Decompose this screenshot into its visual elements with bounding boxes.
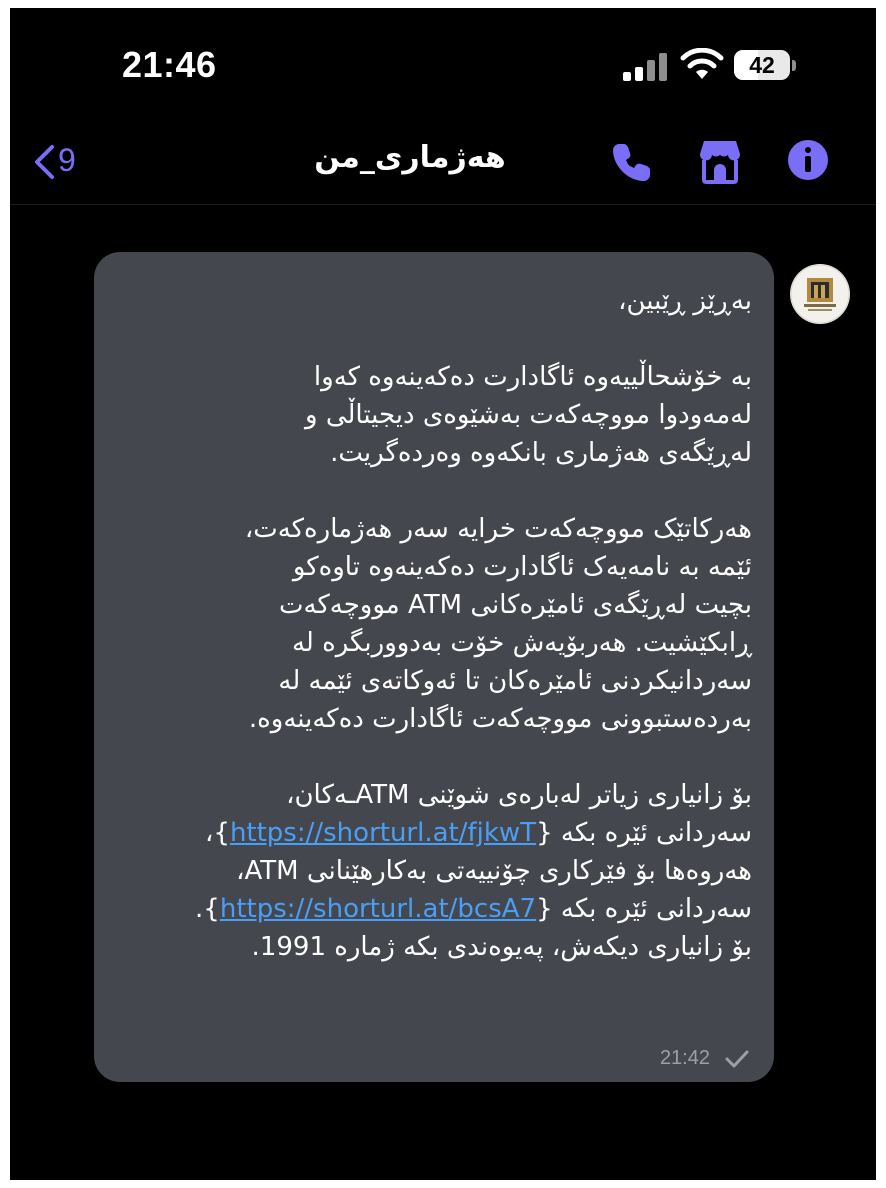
message-greeting: بەڕێز ڕێبین، bbox=[618, 286, 752, 316]
message-paragraph-1: بە خۆشحاڵییەوە ئاگادارت دەکەینەوە کەوا لەمەودوا مووچەکەت بەشێوەی دیجیتاڵی و لەڕێگەی هەژماری بانکەوە وەردەگریت. bbox=[305, 362, 752, 468]
message-link1-prefix: سەردانی ئێرە بکە { bbox=[536, 818, 752, 848]
message-link2-suffix: }. bbox=[195, 894, 220, 924]
message-bubble[interactable] bbox=[94, 252, 774, 1082]
battery-tip bbox=[792, 60, 796, 71]
store-icon[interactable] bbox=[698, 138, 742, 184]
message-paragraph-3: بۆ زانیاری زیاتر لەبارەی شوێنی ATMـەکان، bbox=[286, 780, 752, 810]
info-icon[interactable] bbox=[786, 138, 830, 182]
message-contact-line: بۆ زانیاری دیکەش، پەیوەندی بکە ژمارە 1991. bbox=[251, 932, 752, 962]
message-tutorial-line: هەروەها بۆ فێرکاری چۆنییەتی بەکارهێنانی ATM، bbox=[236, 856, 752, 886]
battery-body bbox=[734, 50, 790, 80]
message-link2-prefix: سەردانی ئێرە بکە { bbox=[536, 894, 752, 924]
unread-count: 9 bbox=[58, 142, 76, 178]
status-time: 21:46 bbox=[122, 44, 217, 85]
phone-icon[interactable] bbox=[610, 140, 654, 184]
phone-screen bbox=[10, 8, 876, 1180]
atm-tutorial-link[interactable]: https://shorturl.at/bcsA7 bbox=[219, 894, 537, 924]
battery-percentage: 42 bbox=[749, 52, 775, 78]
back-button[interactable] bbox=[32, 140, 92, 184]
atm-locations-link[interactable]: https://shorturl.at/fjkwT bbox=[229, 818, 537, 848]
header-divider bbox=[10, 204, 876, 205]
message-time: 21:42 bbox=[659, 1047, 710, 1069]
chat-title[interactable]: هەژماری_من bbox=[314, 140, 506, 175]
chevron-left-icon bbox=[32, 144, 56, 180]
message-text bbox=[104, 282, 752, 966]
sender-avatar-icon bbox=[790, 264, 850, 324]
message-paragraph-2: هەرکاتێک مووچەکەت خرایە سەر هەژمارەکەت، ئێمە بە نامەیەک ئاگادارت دەکەینەوە تاوەکو بچیت لەڕێگەی ئامێرەکانی ATM مووچەکەت ڕابکێشیت. هەربۆیەش خۆت بەدووربگرە لە سەردانیکردنی ئامێرەکان تا ئەوکاتەی ئێمە لە بەردەستبوونی مووچەکەت ئاگادارت دەکەینەوە. bbox=[244, 514, 752, 734]
battery-icon bbox=[734, 50, 798, 82]
sender-avatar[interactable] bbox=[790, 264, 850, 324]
signal-icon bbox=[622, 52, 670, 82]
message-link1-suffix: }، bbox=[205, 818, 230, 848]
check-icon bbox=[724, 1048, 750, 1070]
wifi-icon bbox=[680, 48, 724, 82]
